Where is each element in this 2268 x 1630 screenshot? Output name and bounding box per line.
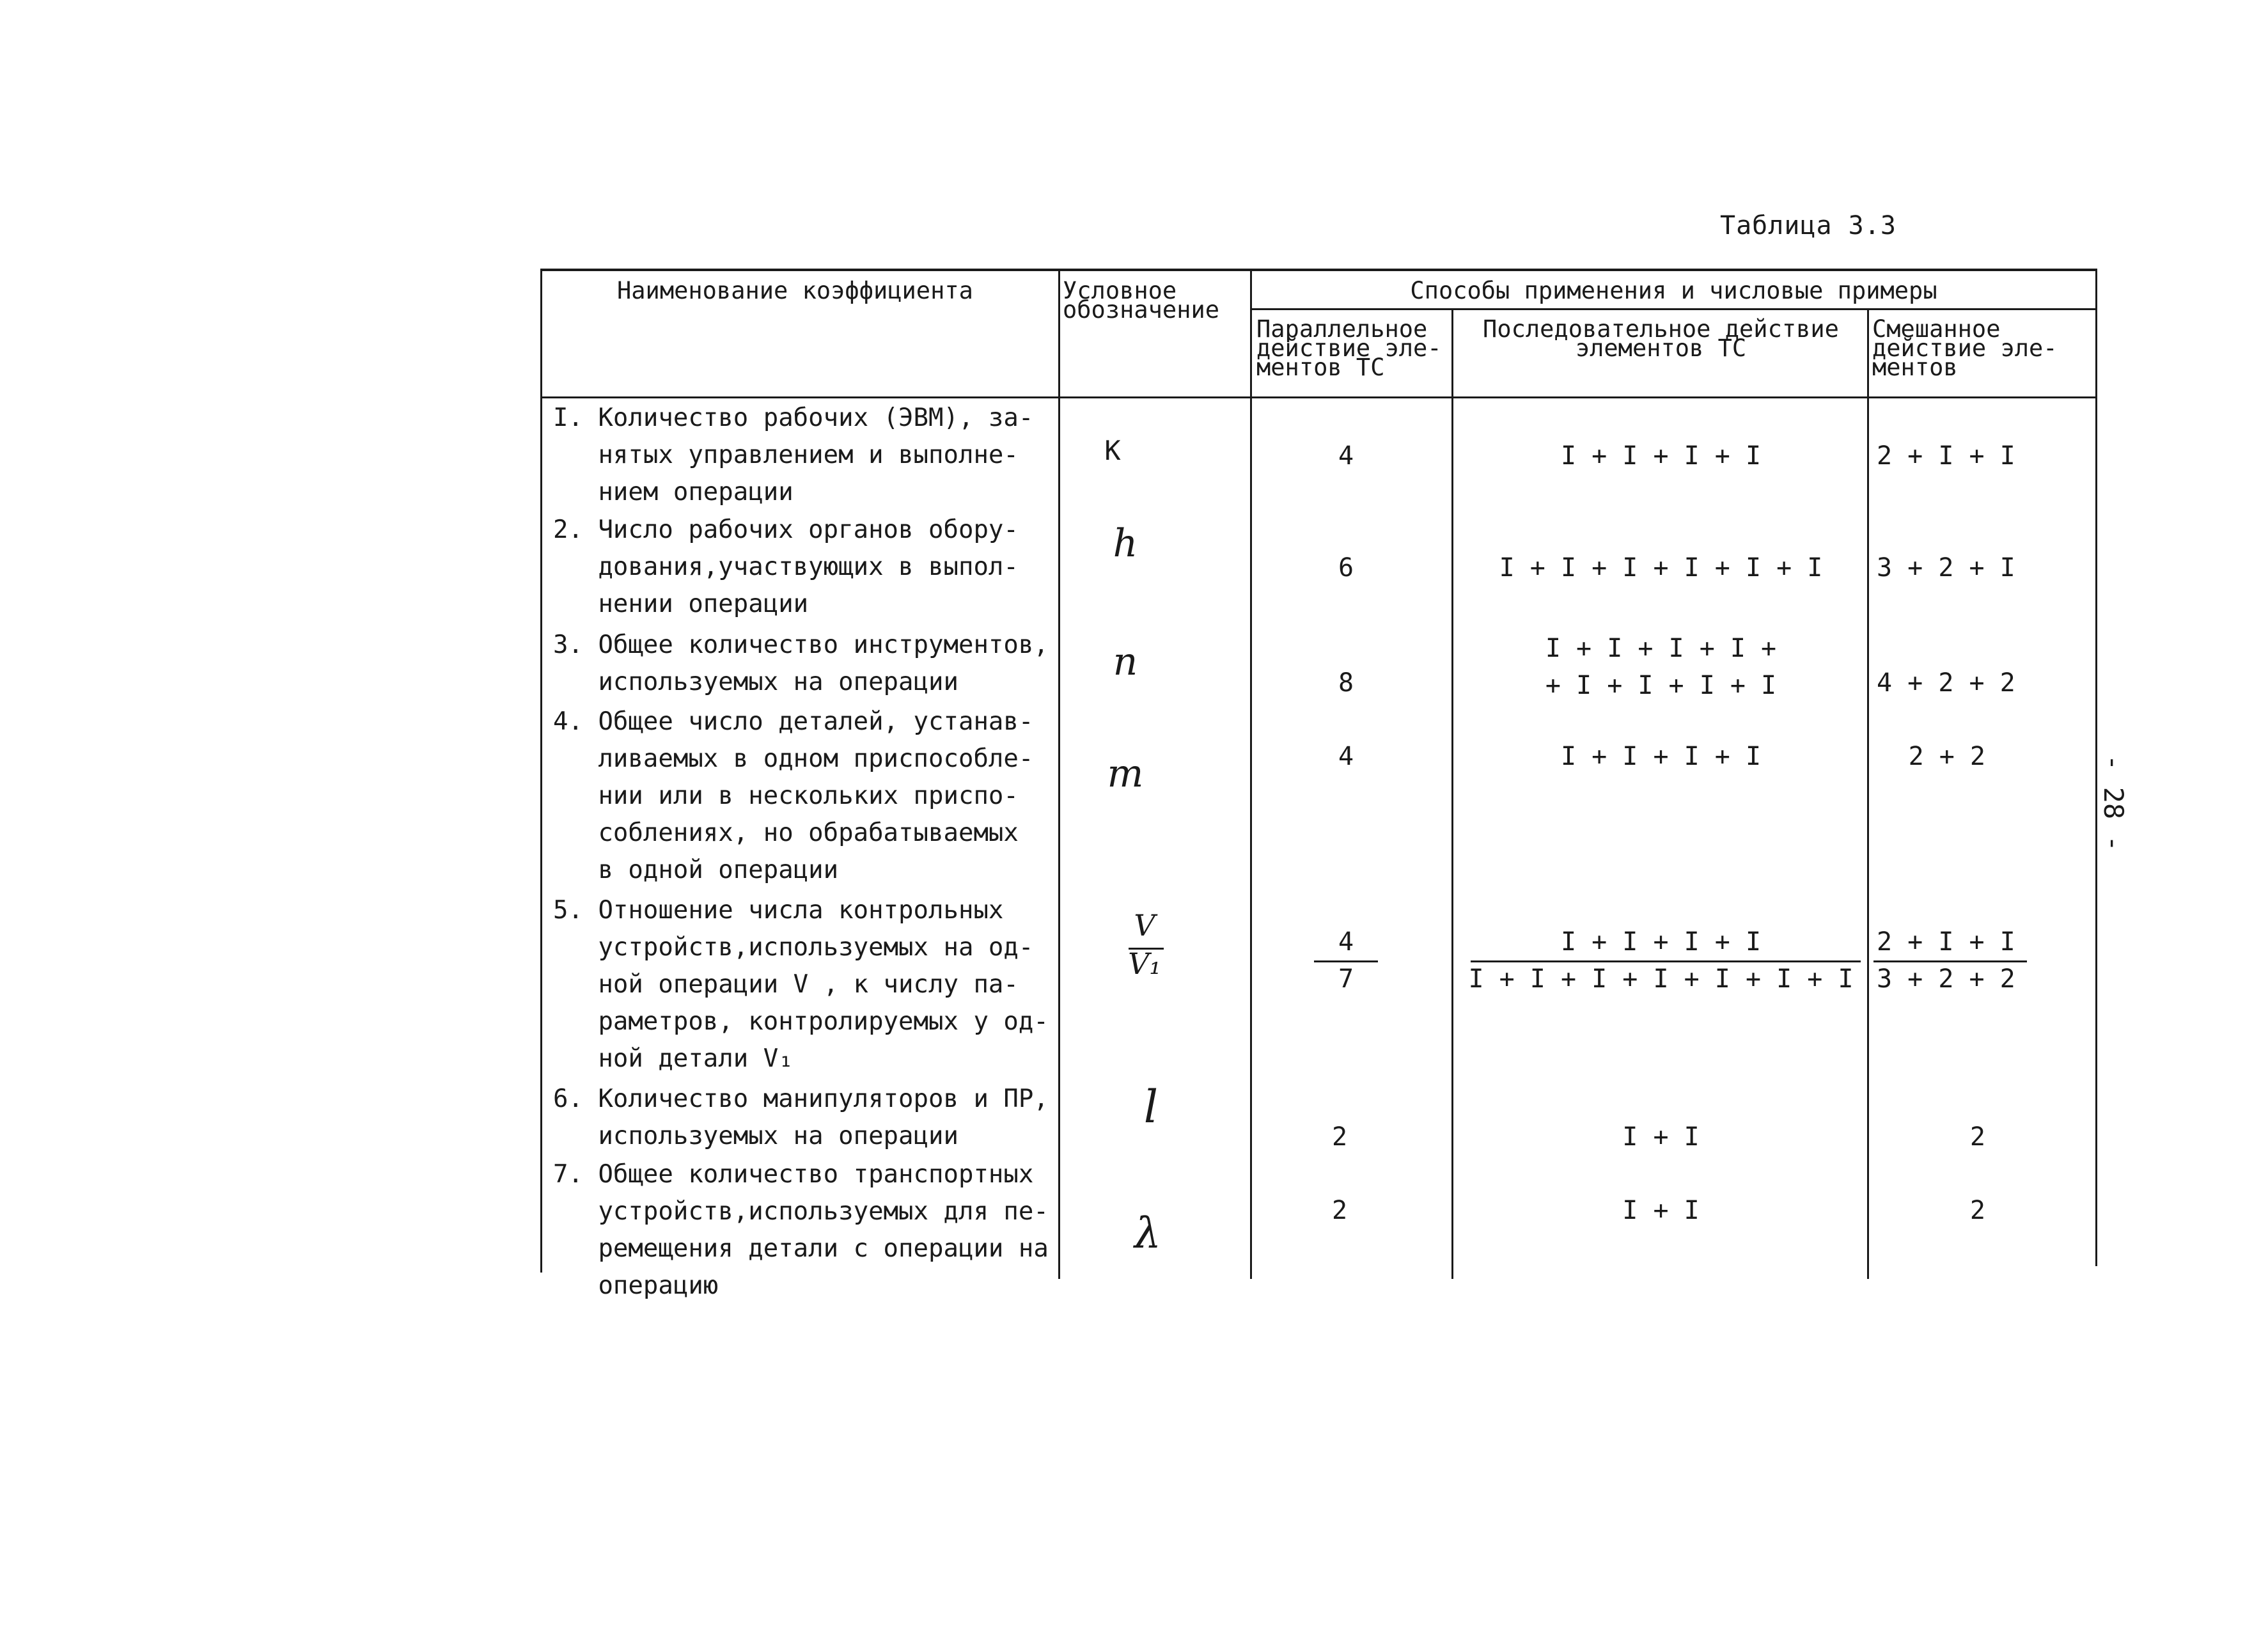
row-parallel: 2 bbox=[1331, 1196, 1348, 1225]
row-name: 7. Общее количество транспортных устройств,используемых для пе- ремещения детали с операции на операцию bbox=[553, 1160, 1049, 1300]
mixed-fraction-bar bbox=[1873, 960, 2027, 962]
row-sequential: I + I bbox=[1622, 1196, 1700, 1225]
row-name: I. Количество рабочих (ЭВМ), за- нятых управлением и выполне- нием операции bbox=[553, 404, 1034, 506]
header-symbol: Условное обозначение bbox=[1063, 277, 1220, 324]
table-caption: Таблица 3.3 bbox=[1720, 211, 1897, 240]
row-name: 4. Общее число деталей, устанав- ливаемых в одном приспособле- нии или в нескольких приспо- соблениях, но обрабатываемых в одной операции bbox=[553, 707, 1034, 884]
row-sequential: I + I bbox=[1622, 1122, 1700, 1152]
header-mixed: Смешанное действие эле- ментов bbox=[1872, 315, 2058, 381]
row-parallel-numerator: 4 bbox=[1338, 927, 1354, 957]
row-name: 3. Общее количество инструментов, используемых на операции bbox=[553, 631, 1049, 696]
row-mixed: 3 + 2 + I bbox=[1877, 553, 2015, 583]
row-mixed-denominator: 3 + 2 + 2 bbox=[1877, 964, 2015, 994]
row-mixed: 2 bbox=[1969, 1122, 1985, 1152]
row-parallel: 4 bbox=[1338, 441, 1354, 471]
row-sequential: I + I + I + I + + I + I + I + I bbox=[1545, 634, 1777, 700]
row-name: 5. Отношение числа контрольных устройств,используемых на од- ной операции V , к числу па- раметров, контролируемых у од- ной детали V₁ bbox=[553, 896, 1049, 1073]
row-parallel: 2 bbox=[1331, 1122, 1348, 1152]
row-symbol: l bbox=[1143, 1081, 1159, 1133]
row-symbol: λ bbox=[1134, 1209, 1161, 1258]
row-symbol: h bbox=[1113, 521, 1138, 566]
row-sequential: I + I + I + I + I + I bbox=[1499, 553, 1823, 583]
row-name: 6. Количество манипуляторов и ПР, используемых на операции bbox=[553, 1085, 1049, 1150]
header-group: Способы применения и числовые примеры bbox=[1410, 277, 1937, 304]
row-symbol: m bbox=[1107, 751, 1144, 796]
header-sequential: Последовательное действие элементов ТС bbox=[1483, 315, 1839, 362]
row-sequential: I + I + I + I bbox=[1560, 742, 1762, 771]
row-symbol: n bbox=[1113, 639, 1138, 684]
row-sequential: I + I + I + I bbox=[1560, 441, 1762, 471]
row-parallel-denominator: 7 bbox=[1338, 964, 1354, 994]
row-parallel: 4 bbox=[1338, 742, 1354, 771]
row-mixed-numerator: 2 + I + I bbox=[1877, 927, 2015, 957]
row-symbol-numerator: V bbox=[1134, 908, 1155, 943]
row-mixed: 4 + 2 + 2 bbox=[1877, 668, 2015, 698]
header-name: Наименование коэффициента bbox=[617, 277, 973, 304]
row-sequential-denominator: I + I + I + I + I + I + I bbox=[1468, 964, 1854, 994]
row-mixed: 2 + 2 bbox=[1908, 742, 1985, 771]
row-symbol-denominator: V₁ bbox=[1128, 946, 1161, 981]
row-parallel: 8 bbox=[1338, 668, 1354, 698]
header-parallel: Параллельное действие эле- ментов ТС bbox=[1256, 315, 1442, 381]
row-parallel: 6 bbox=[1338, 553, 1354, 583]
row-symbol: K bbox=[1104, 435, 1121, 466]
row-name: 2. Число рабочих органов обору- дования,участвующих в выпол- нении операции bbox=[553, 515, 1019, 618]
row-mixed: 2 bbox=[1969, 1196, 1985, 1225]
row-sequential-numerator: I + I + I + I bbox=[1560, 927, 1762, 957]
page-number: - 28 - bbox=[2098, 755, 2129, 852]
parallel-fraction-bar bbox=[1314, 960, 1378, 962]
sequential-fraction-bar bbox=[1471, 960, 1861, 962]
row-mixed: 2 + I + I bbox=[1877, 441, 2015, 471]
